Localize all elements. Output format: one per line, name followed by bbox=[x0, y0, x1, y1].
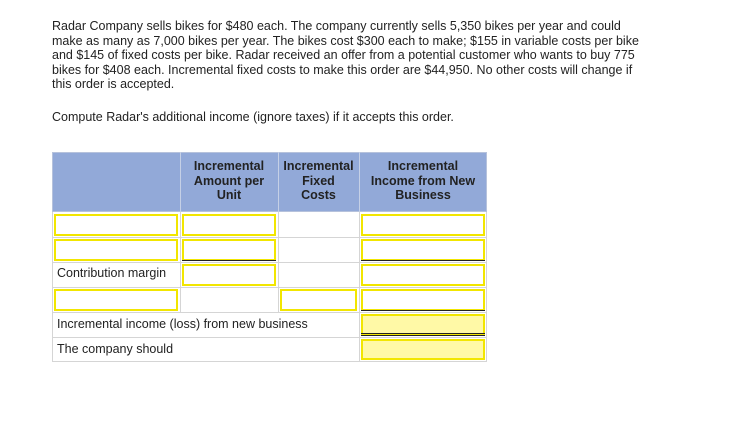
header-line: Costs bbox=[301, 188, 336, 202]
header-line: Incremental bbox=[283, 159, 354, 173]
row2-label-input[interactable] bbox=[54, 239, 178, 261]
row1-label-input[interactable] bbox=[54, 214, 178, 236]
header-line: Incremental bbox=[387, 159, 459, 173]
double-underline bbox=[361, 335, 485, 336]
row-divider bbox=[52, 237, 487, 238]
problem-line: Radar Company sells bikes for $480 each. The company currently sells 5,350 bikes per year and could bbox=[52, 19, 621, 33]
row2-amount-per-unit-input[interactable] bbox=[182, 239, 276, 261]
col-divider bbox=[52, 212, 53, 362]
contribution-margin-label: Contribution margin bbox=[57, 266, 167, 280]
problem-line: make as many as 7,000 bikes per year. The bikes cost $300 each to make; $155 in variable costs per bike bbox=[52, 33, 639, 48]
row-divider bbox=[52, 287, 487, 288]
header-line: Unit bbox=[216, 188, 242, 202]
row4-income-input[interactable] bbox=[361, 289, 485, 311]
row4-label-input[interactable] bbox=[54, 289, 178, 311]
row4-fixed-costs-input[interactable] bbox=[280, 289, 357, 311]
contribution-margin-per-unit-input[interactable] bbox=[182, 264, 276, 286]
row-divider bbox=[52, 337, 487, 338]
row2-income-input[interactable] bbox=[361, 239, 485, 261]
header-incremental-income-new-business bbox=[359, 159, 487, 203]
incremental-income-label: Incremental income (loss) from new business bbox=[57, 317, 308, 331]
underline bbox=[182, 260, 276, 261]
underline bbox=[361, 310, 485, 311]
header-incremental-fixed-costs bbox=[278, 159, 359, 203]
question-text: Compute Radar's additional income (ignore taxes) if it accepts this order. bbox=[52, 110, 454, 124]
row1-income-input[interactable] bbox=[361, 214, 485, 236]
header-incremental-amount-per-unit bbox=[180, 159, 278, 203]
underline bbox=[361, 260, 485, 261]
row-divider bbox=[52, 312, 487, 313]
col-divider bbox=[278, 212, 279, 312]
company-should-input[interactable] bbox=[361, 339, 485, 360]
row-divider bbox=[52, 361, 487, 362]
col-divider bbox=[359, 212, 360, 362]
header-line: Amount per bbox=[193, 173, 265, 188]
problem-line: this order is accepted. bbox=[52, 77, 175, 91]
problem-line: bikes for $408 each. Incremental fixed costs to make this order are $44,950. No other costs will change if bbox=[52, 62, 633, 77]
row1-amount-per-unit-input[interactable] bbox=[182, 214, 276, 236]
header-line: Business bbox=[395, 188, 451, 202]
company-should-label: The company should bbox=[57, 342, 174, 356]
contribution-margin-income-input[interactable] bbox=[361, 264, 485, 286]
header-line: Income from New bbox=[370, 173, 476, 188]
income-table bbox=[52, 152, 487, 362]
col-divider bbox=[486, 212, 487, 362]
row-divider bbox=[52, 262, 487, 263]
header-line: Fixed bbox=[302, 173, 335, 188]
problem-line: and $145 of fixed costs per bike. Radar received an offer from a potential customer who wants to buy 775 bbox=[52, 48, 635, 62]
col-divider bbox=[180, 212, 181, 312]
header-line: Incremental bbox=[193, 159, 265, 173]
problem-statement bbox=[52, 19, 692, 92]
double-underline bbox=[361, 333, 485, 334]
